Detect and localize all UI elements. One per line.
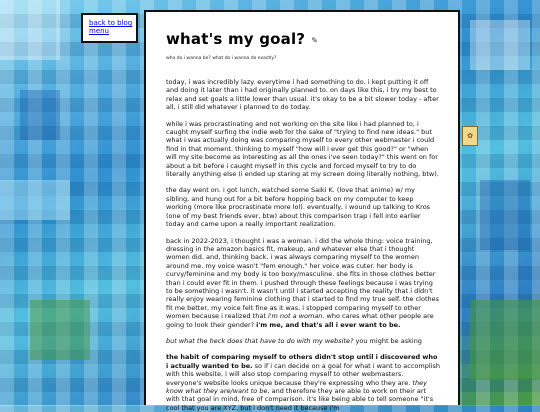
background-pixel-block (470, 300, 540, 380)
post-paragraph (166, 353, 440, 412)
background-pixel-block (20, 90, 60, 140)
paragraph-text-run: i'm me, and that's all i ever want to be. (256, 320, 401, 329)
paragraph-text-run: so if i can decide on a goal for what i want to accomplish with this website, i will also stop comparing myself to other webmasters. everyone's website looks unique because they're expressing who they are. (166, 361, 440, 387)
blog-post-panel (144, 10, 460, 412)
background-pixel-block (30, 300, 90, 360)
background-pixel-block (0, 180, 70, 220)
paragraph-text-run: the day went on. i got lunch, watched some Saiki K. (love that anime) w/ my sibling, and hung out for a bit before hopping back on my computer to keep working (more like procrastinate more lol). eventually, i wound up talking to Kros (one of my best friends ever, btw) about this comparison trap i fell into earlier today and came upon a really important realization. (166, 186, 431, 229)
back-to-blog-link[interactable]: back to blog menu (89, 19, 133, 35)
paragraph-text-run: . who cares what other people are going to look their gender? (166, 312, 434, 329)
paragraph-text-run: today, i was incredibly lazy. everytime i had something to do, i kept putting it off and doing it later than i had originally planned to. on days like this, i try my best to relax and set goals a little lower than usual. it's okay to be a bit slower today - after all, i still did whatever i planned to do today. (166, 78, 439, 112)
paragraph-text-run: they know what they are/want to be (166, 378, 427, 395)
paragraph-text-run: i'm not a woman (267, 312, 323, 321)
post-paragraph (166, 237, 440, 329)
background-pixel-block (0, 0, 60, 60)
post-paragraph (166, 78, 440, 112)
paragraph-text-run: you might be asking (353, 336, 422, 345)
background-pixel-block (480, 180, 530, 250)
pencil-icon: ✎ (311, 35, 318, 45)
paragraph-text-run: back in 2022-2023, i thought i was a woman. i did the whole thing: voice training, dressing in the amazon basics fit, makeup, and whatever else that i thought women did. and, thinking back, i was always comparing myself to the women around me. my voice wasn't "fem enough," her voice was cuter. her body is curvy/feminine and my body is too boxy/masculine. she fits in those clothes better than i could ever fit in them. i pushed through these feelings because i was trying to be something i wasn't. it wasn't until i started accepting the reality that i didn't really enjoy wearing feminine clothing that i started to find my true self. the clothes fit me better, my voice felt fine as it was, i stopped comparing myself to other women because i realized that (166, 236, 440, 321)
paragraph-text-run: but what the heck does that have to do with my website? (166, 336, 354, 345)
post-body (166, 78, 438, 412)
blog-nav-box (81, 13, 138, 43)
post-subtitle: who do i wanna be? what do i wanna do exactly? (166, 56, 277, 61)
post-paragraph (166, 186, 440, 228)
post-paragraph (166, 120, 440, 179)
paragraph-text-run: the habit of comparing myself to others didn't stop until i discovered who i actually wanted to be. (166, 353, 438, 370)
note-sticker-icon: ✿ (462, 126, 478, 146)
paragraph-text-run: while i was procrastinating and not working on the site like i had planned to, i caught myself surfing the indie web for the sake of "trying to find new ideas." but what i was actually doing was comparing myself to every other webmaster i could find in that moment. thinking to myself "how will i ever get this good?" or "when will my site become as interesting as all the ones i've seen today?" this went on for about a bit before i caught myself in this cycle and forced myself to try to do literally anything else (i ended up staring at my screen doing literally nothing, btw). (166, 119, 439, 179)
paragraph-text-run: , and therefore they are able to work on their art with that goal in mind, free of comparison. it's like being able to tell someone "it's cool that you are XYZ, but i don't need it because i'm (166, 387, 434, 412)
title-row (166, 30, 438, 48)
post-paragraph (166, 337, 440, 345)
page-title: what's my goal? (166, 30, 306, 48)
background-pixel-block (470, 20, 530, 70)
